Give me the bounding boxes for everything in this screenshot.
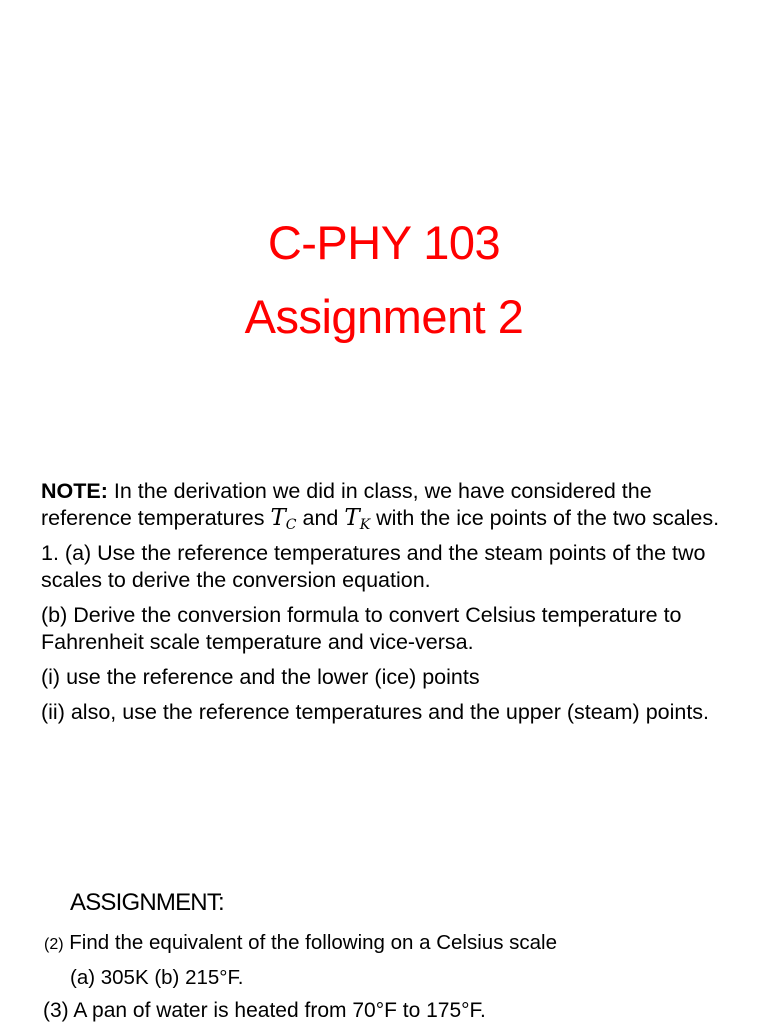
assignment-list	[44, 929, 744, 1030]
course-code: C-PHY 103	[267, 216, 501, 269]
note-text-part1: In the derivation we did in class, we have considered the reference temperatures	[41, 479, 652, 530]
question-2	[44, 929, 744, 959]
assignment-title: Assignment 2	[244, 290, 524, 343]
question-1b: (b) Derive the conversion formula to convert Celsius temperature to Fahrenheit scale temperature and vice-versa.	[41, 603, 682, 654]
question-2-number: (2)	[44, 936, 64, 953]
question-1a: 1. (a) Use the reference temperatures and the steam points of the two scales to derive the conversion equation.	[41, 541, 706, 592]
question-1b-i: (i) use the reference and the lower (ice) points	[41, 665, 480, 689]
question-3: (3) A pan of water is heated from 70°F to 175°F.	[43, 999, 486, 1022]
note-label: NOTE:	[41, 479, 108, 503]
symbol-tc: $T_C$	[270, 505, 297, 533]
symbol-tk: $T_K$	[344, 505, 371, 533]
question-1b-ii: (ii) also, use the reference temperatures and the upper (steam) points.	[41, 700, 710, 724]
question-2-parts: (a) 305K (b) 215°F.	[70, 966, 244, 989]
note-text-part2: with the ice points of the two scales.	[370, 506, 720, 530]
page-title	[0, 206, 768, 354]
question-2-text: Find the equivalent of the following on a Celsius scale	[63, 931, 557, 954]
note-text-and: and	[296, 506, 345, 530]
assignment-heading: ASSIGNMENT:	[70, 889, 224, 916]
note-section	[41, 478, 741, 734]
note-paragraph	[41, 478, 741, 532]
